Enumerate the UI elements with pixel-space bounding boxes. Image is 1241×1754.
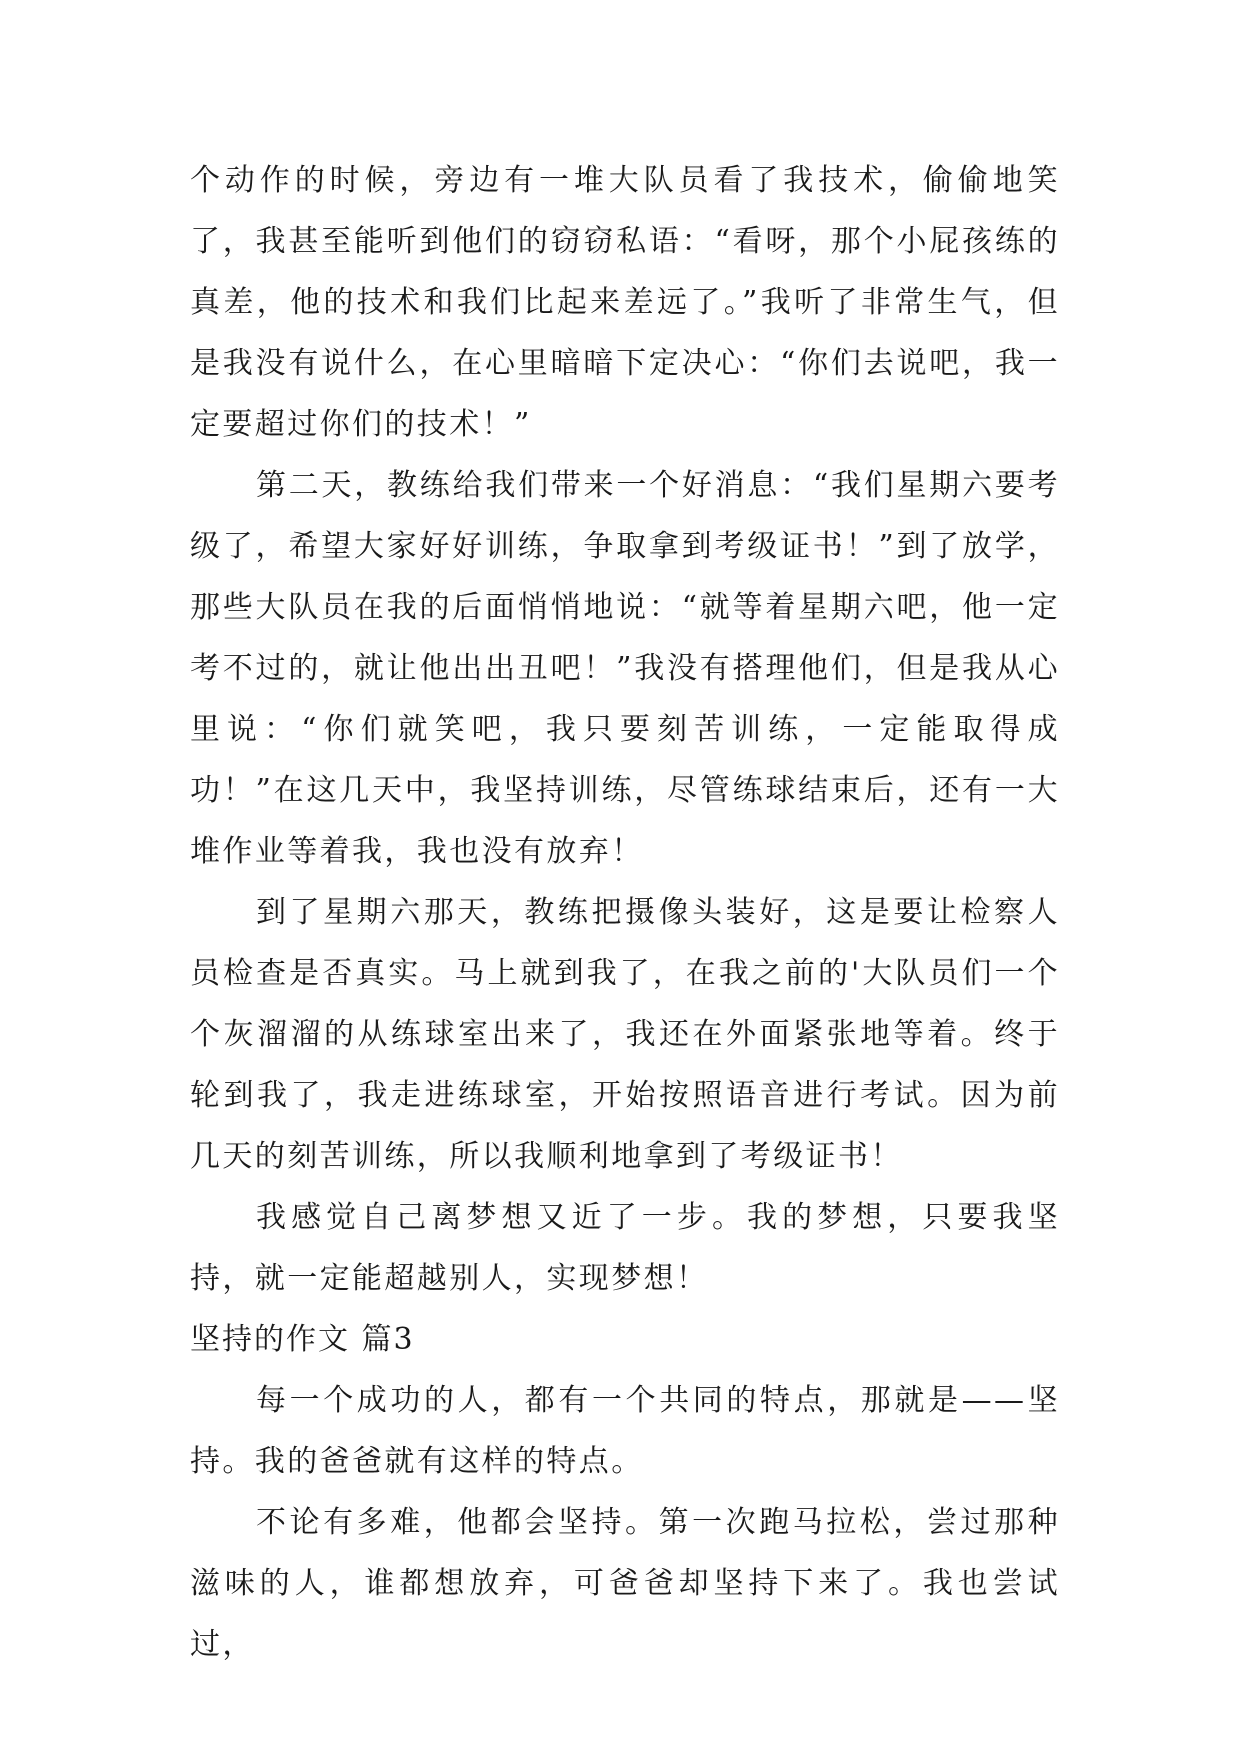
paragraph-continued: 个动作的时候，旁边有一堆大队员看了我技术，偷偷地笑了，我甚至能听到他们的窃窃私语：“看呀，那个小屁孩练的真差，他的技术和我们比起来差远了。”我听了非常生气，但是我没有说什么，在心里暗暗下定决心：“你们去说吧，我一定要超过你们的技术！” <box>190 163 1060 442</box>
section-heading: 坚持的作文 篇3 <box>190 1322 415 1357</box>
paragraph-dream: 我感觉自己离梦想又近了一步。我的梦想，只要我坚持，就一定能超越别人，实现梦想！ <box>190 1200 1060 1296</box>
paragraph-marathon: 不论有多难，他都会坚持。第一次跑马拉松，尝过那种滋味的人，谁都想放弃，可爸爸却坚持下来了。我也尝试过， <box>190 1505 1060 1662</box>
paragraph-saturday-exam: 到了星期六那天，教练把摄像头装好，这是要让检察人员检查是否真实。马上就到我了，在我之前的'大队员们一个个灰溜溜的从练球室出来了，我还在外面紧张地等着。终于轮到我了，我走进练球室，开始按照语音进行考试。因为前几天的刻苦训练，所以我顺利地拿到了考级证书！ <box>190 895 1060 1174</box>
paragraph-success-trait: 每一个成功的人，都有一个共同的特点，那就是——坚持。我的爸爸就有这样的特点。 <box>190 1383 1060 1479</box>
document-body <box>190 150 1060 1675</box>
paragraph-second-day: 第二天，教练给我们带来一个好消息：“我们星期六要考级了，希望大家好好训练，争取拿到考级证书！”到了放学，那些大队员在我的后面悄悄地说：“就等着星期六吧，他一定考不过的，就让他出出丑吧！”我没有搭理他们，但是我从心里说：“你们就笑吧，我只要刻苦训练，一定能取得成功！”在这几天中，我坚持训练，尽管练球结束后，还有一大堆作业等着我，我也没有放弃！ <box>190 468 1060 869</box>
